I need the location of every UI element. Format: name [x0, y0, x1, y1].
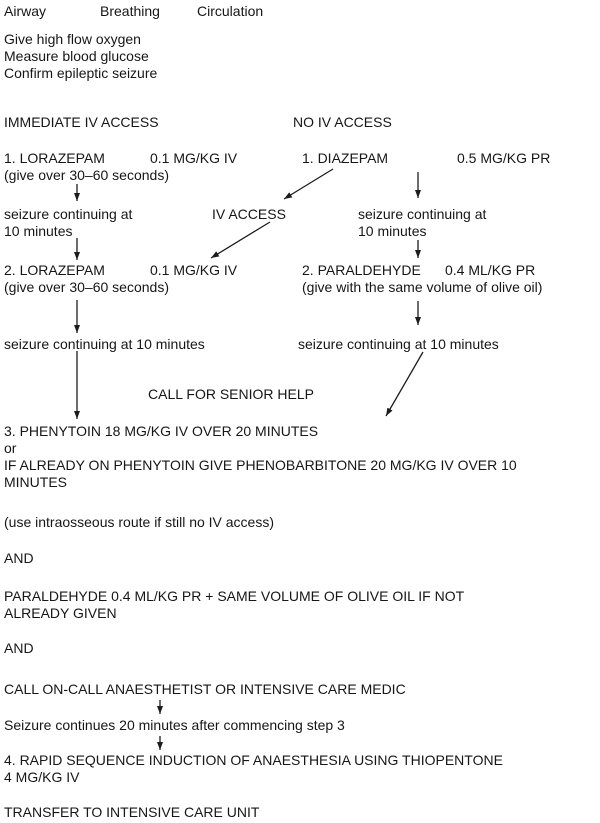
left-step2-note: (give over 30–60 seconds) [4, 279, 169, 295]
left-step1-note: (give over 30–60 seconds) [4, 167, 169, 183]
step3-and-1: AND [4, 550, 34, 566]
transfer-icu-line: TRANSFER TO INTENSIVE CARE UNIT [4, 804, 260, 820]
initial-action-oxygen: Give high flow oxygen [4, 31, 141, 47]
branch-header-no-iv: NO IV ACCESS [293, 114, 392, 130]
iv-access-label: IV ACCESS [212, 206, 286, 222]
step3-phenytoin-line: 3. PHENYTOIN 18 MG/KG IV OVER 20 MINUTES [4, 423, 319, 439]
right-step1-drug: 1. DIAZEPAM [302, 150, 389, 166]
left-step2-dose: 0.1 MG/KG IV [150, 262, 238, 278]
call-senior-help-label: CALL FOR SENIOR HELP [148, 386, 314, 402]
step3-phenobarbitone-line2: MINUTES [4, 474, 67, 490]
right-wait1-line2: 10 minutes [358, 223, 427, 239]
call-anaesthetist-line: CALL ON-CALL ANAESTHETIST OR INTENSIVE CARE MEDIC [4, 681, 406, 697]
branch-header-immediate-iv: IMMEDIATE IV ACCESS [4, 114, 159, 130]
step3-and-2: AND [4, 640, 34, 656]
step4-rsi-line2: 4 MG/KG IV [4, 769, 80, 785]
step3-paraldehyde-line1: PARALDEHYDE 0.4 ML/KG PR + SAME VOLUME OF OLIVE OIL IF NOT [4, 588, 465, 604]
initial-action-confirm: Confirm epileptic seizure [4, 65, 158, 81]
left-wait1-line2: 10 minutes [4, 223, 73, 239]
right-wait2: seizure continuing at 10 minutes [298, 336, 499, 352]
abc-label-circulation: Circulation [197, 3, 264, 19]
abc-label-airway: Airway [4, 3, 47, 19]
left-step1-drug: 1. LORAZEPAM [4, 150, 105, 166]
step3-phenobarbitone-line1: IF ALREADY ON PHENYTOIN GIVE PHENOBARBITONE 20 MG/KG IV OVER 10 [4, 457, 517, 473]
right-step2-dose: 0.4 ML/KG PR [445, 262, 536, 278]
abc-label-breathing: Breathing [100, 3, 160, 19]
step3-or-word: or [4, 440, 17, 456]
right-step1-dose: 0.5 MG/KG PR [457, 150, 551, 166]
step3-paraldehyde-line2: ALREADY GIVEN [4, 605, 117, 621]
step4-rsi-line1: 4. RAPID SEQUENCE INDUCTION OF ANAESTHESIA USING THIOPENTONE [4, 752, 503, 768]
step3-intraosseous-note: (use intraosseous route if still no IV access) [4, 514, 275, 530]
arrow-iv-access-to-left-step2 [211, 222, 270, 258]
arrow-diazepam-to-iv-access [284, 169, 333, 199]
right-step2-drug: 2. PARALDEHYDE [302, 262, 421, 278]
arrow-right-wait2-to-step3 [386, 352, 423, 416]
seizure-continues-line: Seizure continues 20 minutes after commencing step 3 [4, 717, 345, 733]
left-wait2: seizure continuing at 10 minutes [4, 336, 205, 352]
left-wait1-line1: seizure continuing at [4, 206, 133, 222]
left-step1-dose: 0.1 MG/KG IV [150, 150, 238, 166]
right-wait1-line1: seizure continuing at [358, 206, 487, 222]
initial-action-glucose: Measure blood glucose [4, 48, 149, 64]
left-step2-drug: 2. LORAZEPAM [4, 262, 105, 278]
right-step2-note: (give with the same volume of olive oil) [302, 279, 543, 295]
